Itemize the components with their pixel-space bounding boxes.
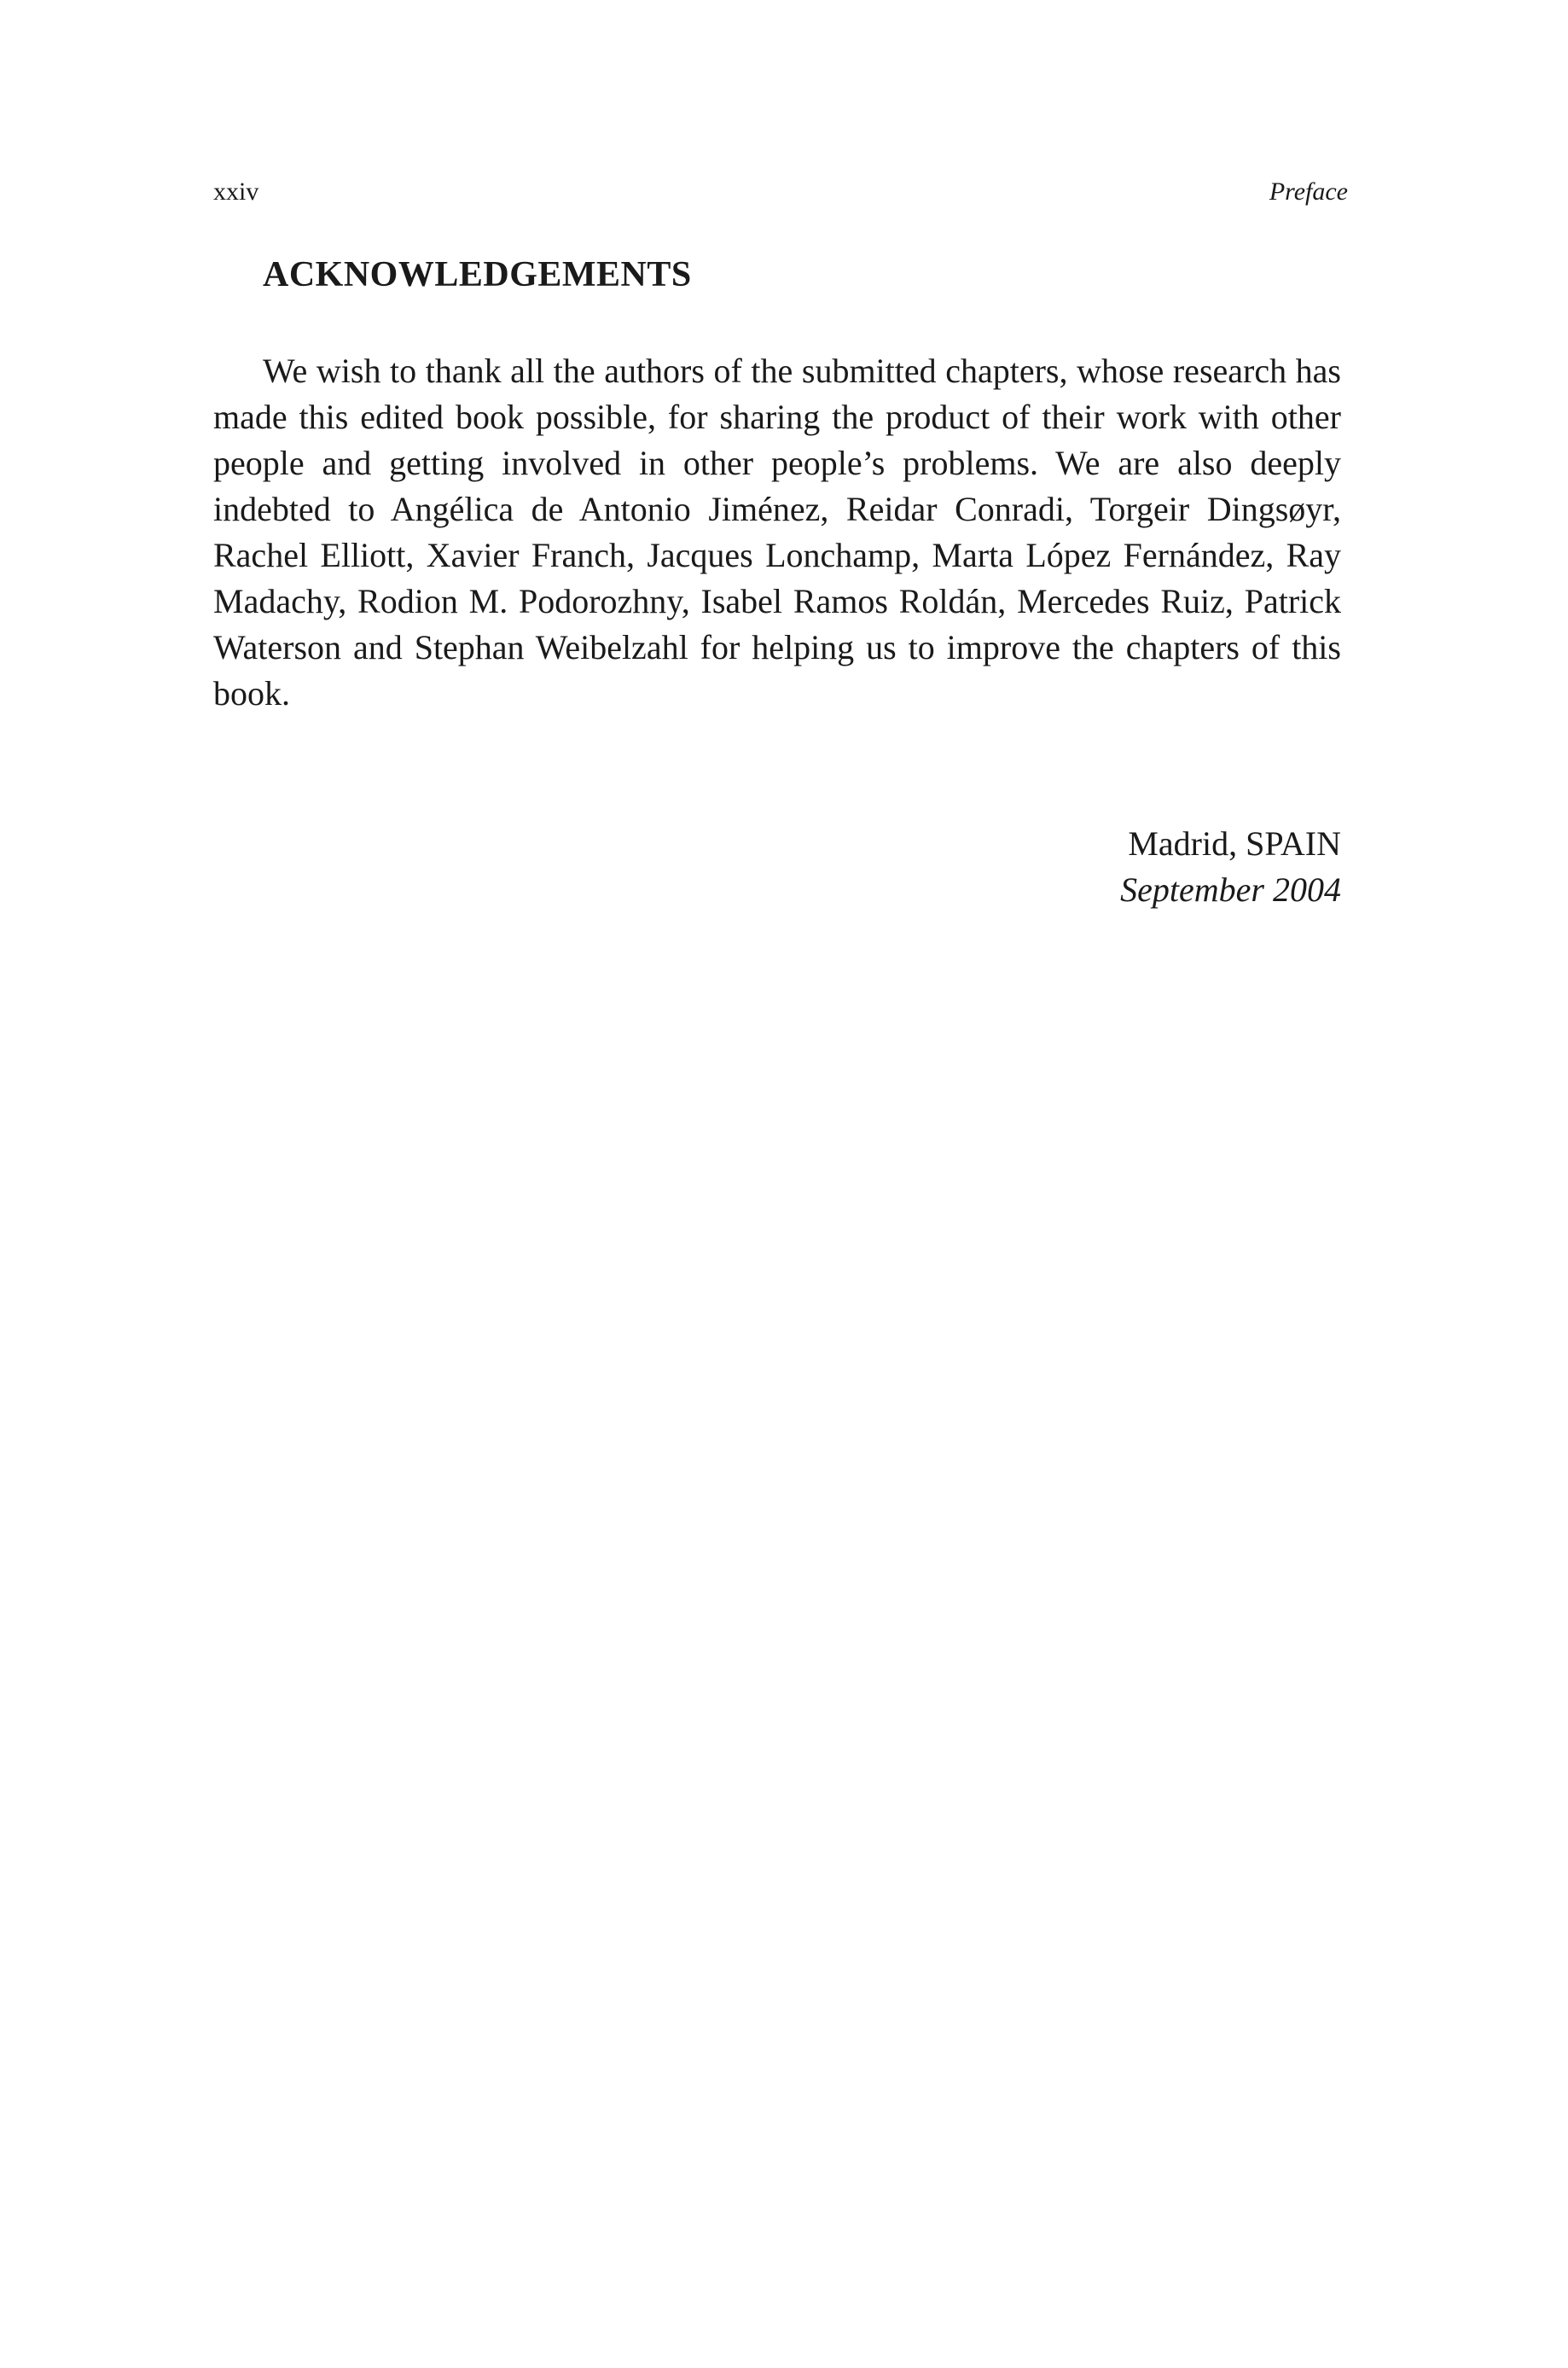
signature-date: September 2004 — [1120, 870, 1341, 909]
section-title: ACKNOWLEDGEMENTS — [263, 255, 692, 294]
running-title: Preface — [1269, 177, 1348, 206]
signature-place: Madrid, SPAIN — [1128, 824, 1341, 863]
page-number: xxiv — [213, 177, 259, 206]
signature-block — [1120, 821, 1341, 913]
running-head — [0, 177, 1568, 220]
acknowledgements-paragraph: We wish to thank all the authors of the submitted chapters, whose research has made this edited book possible, for sharing the product of their work with other people and getting involved in other people’s problems. We are also deeply indebted to Angélica de Antonio Jiménez, Reidar Conradi, Torgeir Dingsøyr, Rachel Elliott, Xavier Franch, Jacques Lonchamp, Marta López Fernández, Ray Madachy, Rodion M. Podorozhny, Isabel Ramos Roldán, Mercedes Ruiz, Patrick Waterson and Stephan Weibelzahl for helping us to improve the chapters of this book. — [213, 352, 1341, 713]
